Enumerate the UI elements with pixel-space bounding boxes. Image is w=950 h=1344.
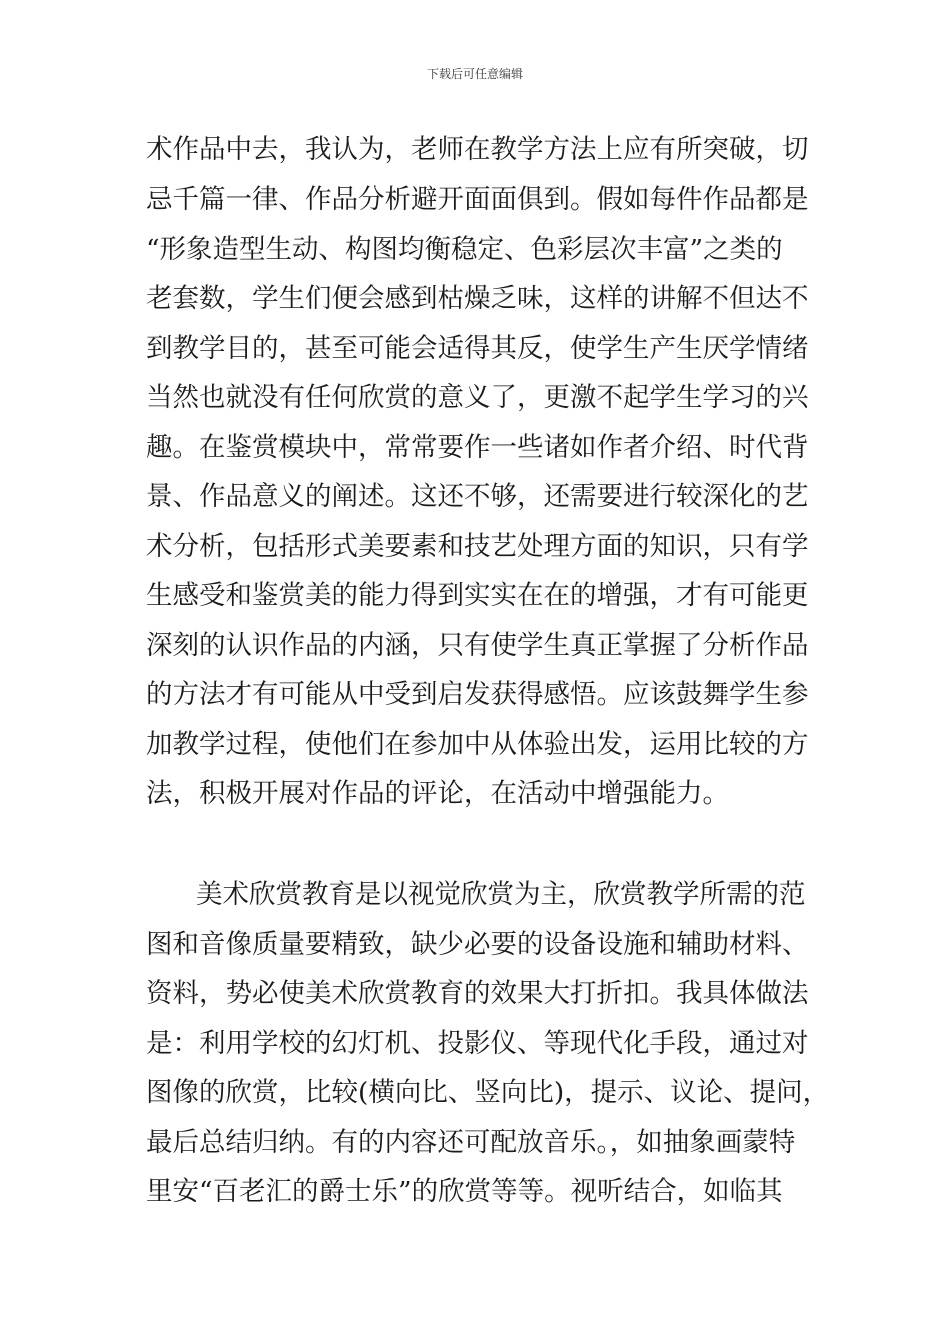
text-line: 老套数，学生们便会感到枯燥乏味，这样的讲解不但达不 xyxy=(146,283,809,314)
text-line: 图和音像质量要精致，缺少必要的设备设施和辅助材料、 xyxy=(146,929,809,960)
text-line: 景、作品意义的阐述。这还不够，还需要进行较深化的艺 xyxy=(146,481,809,512)
text-line: 图像的欣赏，比较(横向比、竖向比)，提示、议论、提问， xyxy=(146,1077,830,1108)
text-line: “形象造型生动、构图均衡稳定、色彩层次丰富”之类的 xyxy=(146,234,783,265)
text-line: 忌千篇一律、作品分析避开面面俱到。假如每件作品都是 xyxy=(146,184,809,215)
text-line-indented: 美术欣赏教育是以视觉欣赏为主，欣赏教学所需的范 xyxy=(196,879,806,910)
text-line: 是：利用学校的幻灯机、投影仪、等现代化手段，通过对 xyxy=(146,1028,809,1059)
text-line: 资料，势必使美术欣赏教育的效果大打折扣。我具体做法 xyxy=(146,978,809,1009)
text-line: 最后总结归纳。有的内容还可配放音乐。，如抽象画蒙特 xyxy=(146,1127,796,1158)
page-header: 下载后可任意编辑 xyxy=(426,67,523,81)
text-line: 里安“百老汇的爵士乐”的欣赏等等。视听结合，如临其 xyxy=(146,1176,783,1207)
text-line: 加教学过程，使他们在参加中从体验出发，运用比较的方 xyxy=(146,729,809,760)
text-line: 到教学目的，甚至可能会适得其反，使学生产生厌学情绪 xyxy=(146,333,809,364)
text-line: 深刻的认识作品的内涵，只有使学生真正掌握了分析作品 xyxy=(146,630,809,661)
text-line: 术作品中去，我认为，老师在教学方法上应有所突破，切 xyxy=(146,134,809,165)
text-line: 当然也就没有任何欣赏的意义了，更激不起学生学习的兴 xyxy=(146,382,809,413)
text-line: 生感受和鉴赏美的能力得到实实在在的增强，才有可能更 xyxy=(146,580,809,611)
text-line: 法，积极开展对作品的评论，在活动中增强能力。 xyxy=(146,778,729,809)
text-line: 的方法才有可能从中受到启发获得感悟。应该鼓舞学生参 xyxy=(146,679,809,710)
text-line: 趣。在鉴赏模块中，常常要作一些诸如作者介绍、时代背 xyxy=(146,432,809,463)
text-line: 术分析，包括形式美要素和技艺处理方面的知识，只有学 xyxy=(146,531,809,562)
